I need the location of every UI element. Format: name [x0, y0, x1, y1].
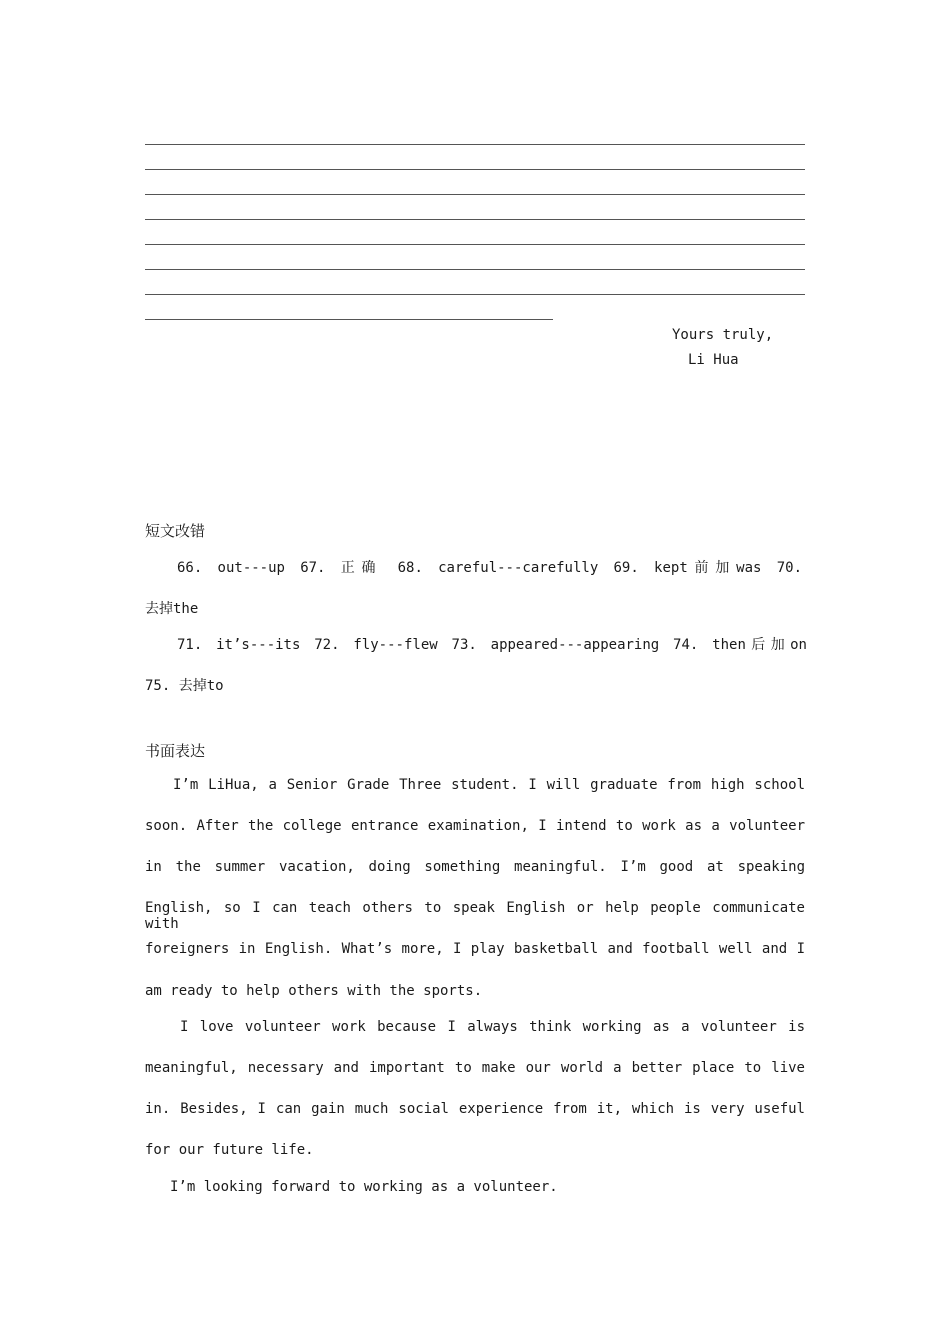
- writing-line: [145, 144, 805, 145]
- writing-line: [145, 219, 805, 220]
- essay-line: in. Besides, I can gain much social experience from it, which is very useful: [145, 1101, 805, 1117]
- writing-line: [145, 294, 805, 295]
- essay-line: I love volunteer work because I always think working as a volunteer is: [180, 1019, 805, 1035]
- writing-heading: 书面表达: [145, 742, 206, 760]
- correction-line: 75. 去掉to: [145, 678, 224, 694]
- essay-line: for our future life.: [145, 1142, 314, 1158]
- writing-line: [145, 269, 805, 270]
- correction-line: 66. out---up 67. 正确 68. careful---carefully 69. kept前加was 70.: [177, 560, 802, 576]
- writing-line: [145, 244, 805, 245]
- essay-line: meaningful, necessary and important to make our world a better place to live: [145, 1060, 805, 1076]
- essay-line: English, so I can teach others to speak English or help people communicate with: [145, 900, 805, 932]
- writing-line: [145, 319, 553, 320]
- essay-line: I’m LiHua, a Senior Grade Three student. I will graduate from high school: [173, 777, 805, 793]
- essay-line: foreigners in English. What’s more, I play basketball and football well and I: [145, 941, 805, 957]
- writing-line: [145, 194, 805, 195]
- correction-line: 去掉the: [145, 601, 199, 617]
- letter-closing: Yours truly,: [672, 327, 774, 343]
- correction-line: 71. it’s---its 72. fly---flew 73. appeared---appearing 74. then后加on: [177, 637, 807, 653]
- essay-line: soon. After the college entrance examination, I intend to work as a volunteer: [145, 818, 805, 834]
- essay-line: am ready to help others with the sports.: [145, 983, 483, 999]
- essay-line: in the summer vacation, doing something meaningful. I’m good at speaking: [145, 859, 805, 875]
- writing-line: [145, 169, 805, 170]
- letter-signature: Li Hua: [688, 352, 739, 368]
- essay-line: I’m looking forward to working as a volunteer.: [170, 1179, 558, 1195]
- correction-heading: 短文改错: [145, 522, 206, 540]
